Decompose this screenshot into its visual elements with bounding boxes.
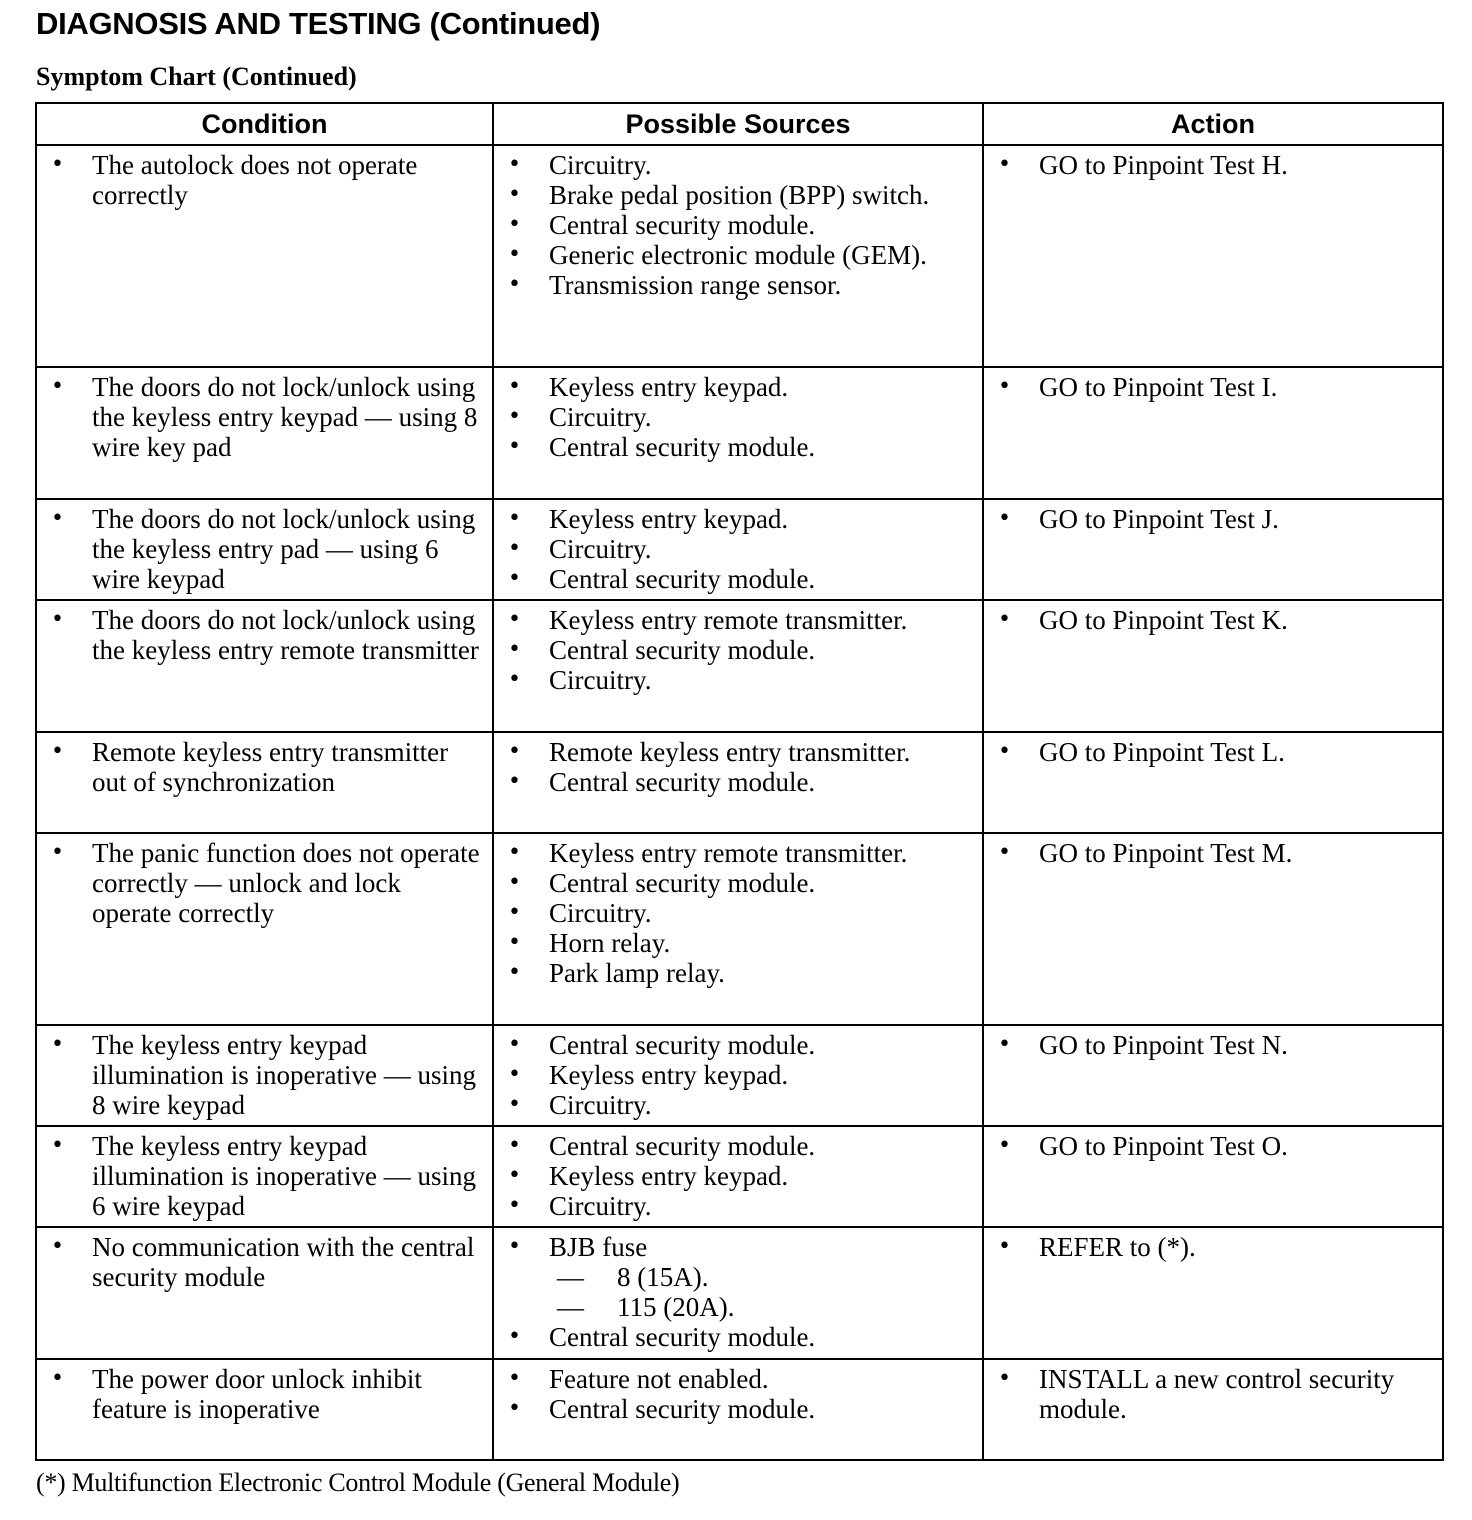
table-row xyxy=(36,499,1443,600)
source-item: • Feature not enabled. xyxy=(502,1364,974,1394)
condition-text: • The doors do not lock/unlock using the keyless entry keypad — using 8 wire key pad xyxy=(45,372,484,462)
source-item: • Central security module. xyxy=(502,635,974,665)
action-cell xyxy=(983,499,1443,600)
condition-text: • The keyless entry keypad illumination is inoperative — using 6 wire keypad xyxy=(45,1131,484,1221)
condition-cell xyxy=(36,1025,493,1126)
source-item: • Central security module. xyxy=(502,1131,974,1161)
sources-cell xyxy=(493,1025,983,1126)
condition-text: • The autolock does not operate correctly xyxy=(45,150,484,210)
source-item: • Horn relay. xyxy=(502,928,974,958)
table-header-row xyxy=(36,103,1443,145)
condition-cell xyxy=(36,1227,493,1359)
action-text: • REFER to (*). xyxy=(992,1232,1434,1262)
action-text: • GO to Pinpoint Test K. xyxy=(992,605,1434,635)
condition-cell xyxy=(36,833,493,1025)
source-item: • Transmission range sensor. xyxy=(502,270,974,300)
source-item-text: BJB fuse xyxy=(549,1232,648,1262)
source-item: • Keyless entry keypad. xyxy=(502,504,974,534)
source-item: • Keyless entry keypad. xyxy=(502,1060,974,1090)
column-header-condition: Condition xyxy=(36,103,493,145)
condition-text: • The power door unlock inhibit feature is inoperative xyxy=(45,1364,484,1424)
action-text: • GO to Pinpoint Test L. xyxy=(992,737,1434,767)
sources-cell xyxy=(493,1227,983,1359)
source-item: • Keyless entry remote transmitter. xyxy=(502,605,974,635)
action-cell xyxy=(983,1025,1443,1126)
footnote: (*) Multifunction Electronic Control Module (General Module) xyxy=(36,1468,680,1497)
action-cell xyxy=(983,367,1443,499)
condition-text: • The panic function does not operate correctly — unlock and lock operate correctly xyxy=(45,838,484,928)
table-row xyxy=(36,1126,1443,1227)
sources-cell xyxy=(493,600,983,732)
source-item: • Keyless entry keypad. xyxy=(502,1161,974,1191)
action-cell xyxy=(983,833,1443,1025)
symptom-chart-table xyxy=(35,102,1444,1461)
action-cell xyxy=(983,732,1443,833)
action-cell xyxy=(983,1227,1443,1359)
condition-cell xyxy=(36,499,493,600)
condition-cell xyxy=(36,145,493,367)
condition-text: • No communication with the central security module xyxy=(45,1232,484,1292)
sources-cell xyxy=(493,367,983,499)
condition-cell xyxy=(36,732,493,833)
fuse-sub-item: — 115 (20A). xyxy=(549,1292,974,1322)
source-item: • Remote keyless entry transmitter. xyxy=(502,737,974,767)
source-item: • Central security module. xyxy=(502,1394,974,1424)
action-cell xyxy=(983,600,1443,732)
action-text: • GO to Pinpoint Test H. xyxy=(992,150,1434,180)
sources-cell xyxy=(493,499,983,600)
section-title: Symptom Chart (Continued) xyxy=(36,62,357,91)
action-text: • GO to Pinpoint Test M. xyxy=(992,838,1434,868)
source-item: • Circuitry. xyxy=(502,534,974,564)
action-text: • GO to Pinpoint Test O. xyxy=(992,1131,1434,1161)
source-item: • Central security module. xyxy=(502,564,974,594)
table-row xyxy=(36,367,1443,499)
source-item: • Central security module. xyxy=(502,1030,974,1060)
action-cell xyxy=(983,1126,1443,1227)
action-text: • GO to Pinpoint Test N. xyxy=(992,1030,1434,1060)
condition-cell xyxy=(36,367,493,499)
condition-text: • The keyless entry keypad illumination is inoperative — using 8 wire keypad xyxy=(45,1030,484,1120)
condition-cell xyxy=(36,1359,493,1460)
page-title: DIAGNOSIS AND TESTING (Continued) xyxy=(36,6,601,41)
condition-text: • Remote keyless entry transmitter out of synchronization xyxy=(45,737,484,797)
action-cell xyxy=(983,145,1443,367)
action-text: • GO to Pinpoint Test J. xyxy=(992,504,1434,534)
sources-cell xyxy=(493,1359,983,1460)
source-item: • Central security module. xyxy=(502,432,974,462)
condition-cell xyxy=(36,600,493,732)
table-row xyxy=(36,732,1443,833)
source-item xyxy=(502,1232,974,1322)
table-row xyxy=(36,1025,1443,1126)
source-item: • Keyless entry keypad. xyxy=(502,372,974,402)
source-item: • Central security module. xyxy=(502,1322,974,1352)
source-item: • Central security module. xyxy=(502,767,974,797)
source-item: • Brake pedal position (BPP) switch. xyxy=(502,180,974,210)
source-item: • Circuitry. xyxy=(502,665,974,695)
table-row xyxy=(36,1227,1443,1359)
sources-cell xyxy=(493,732,983,833)
table-row xyxy=(36,600,1443,732)
source-item: • Central security module. xyxy=(502,868,974,898)
source-item: • Generic electronic module (GEM). xyxy=(502,240,974,270)
action-text: • INSTALL a new control security module. xyxy=(992,1364,1434,1424)
sources-cell xyxy=(493,1126,983,1227)
sources-cell xyxy=(493,145,983,367)
source-item: • Circuitry. xyxy=(502,1090,974,1120)
condition-text: • The doors do not lock/unlock using the keyless entry pad — using 6 wire keypad xyxy=(45,504,484,594)
table-row xyxy=(36,145,1443,367)
action-text: • GO to Pinpoint Test I. xyxy=(992,372,1434,402)
source-item: • Circuitry. xyxy=(502,150,974,180)
source-item: • Circuitry. xyxy=(502,1191,974,1221)
source-item: • Keyless entry remote transmitter. xyxy=(502,838,974,868)
table-row xyxy=(36,1359,1443,1460)
source-item: • Circuitry. xyxy=(502,898,974,928)
source-item: • Circuitry. xyxy=(502,402,974,432)
sources-cell xyxy=(493,833,983,1025)
column-header-action: Action xyxy=(983,103,1443,145)
source-item: • Central security module. xyxy=(502,210,974,240)
source-item: • Park lamp relay. xyxy=(502,958,974,988)
fuse-sub-item: — 8 (15A). xyxy=(549,1262,974,1292)
table-row xyxy=(36,833,1443,1025)
column-header-possible-sources: Possible Sources xyxy=(493,103,983,145)
condition-cell xyxy=(36,1126,493,1227)
condition-text: • The doors do not lock/unlock using the keyless entry remote transmitter xyxy=(45,605,484,665)
action-cell xyxy=(983,1359,1443,1460)
